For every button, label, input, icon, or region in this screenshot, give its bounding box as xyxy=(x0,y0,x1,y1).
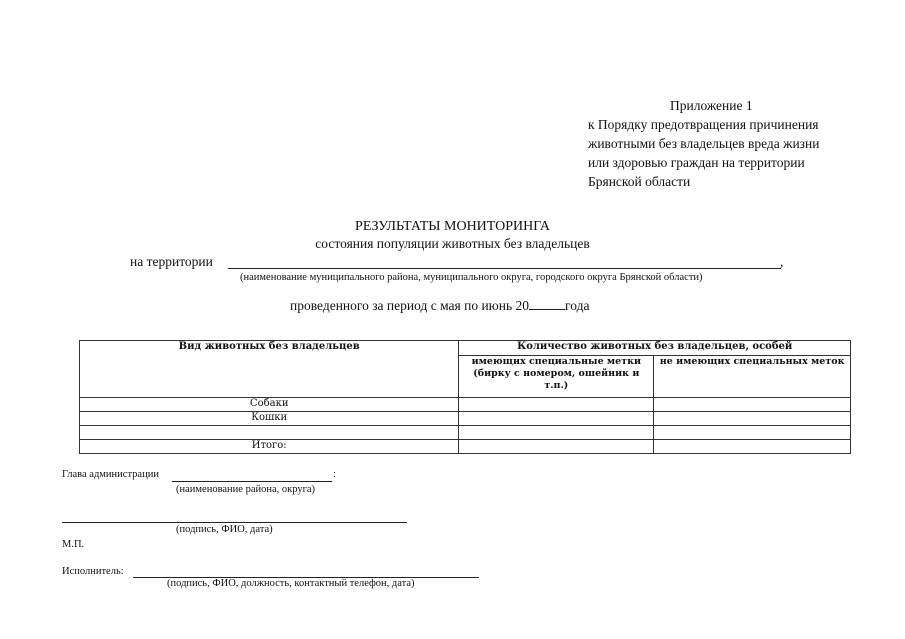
cell-unmarked[interactable] xyxy=(654,440,851,454)
cell-marked[interactable] xyxy=(459,440,654,454)
period-line xyxy=(290,297,589,314)
period-suffix: года xyxy=(565,298,590,313)
year-field-line[interactable] xyxy=(529,297,565,310)
monitoring-table xyxy=(79,340,851,454)
row-label xyxy=(80,426,459,440)
row-label: Кошки xyxy=(80,412,459,426)
head-field-line[interactable] xyxy=(172,481,332,482)
head-label: Глава администрации xyxy=(62,469,159,480)
appendix-line: Брянской области xyxy=(588,174,691,189)
appendix-block xyxy=(588,96,819,191)
table-row xyxy=(80,440,851,454)
cell-unmarked[interactable] xyxy=(654,398,851,412)
executor-label: Исполнитель: xyxy=(62,566,124,577)
table-row xyxy=(80,412,851,426)
cell-unmarked[interactable] xyxy=(654,412,851,426)
document-subtitle: состояния популяции животных без владельцев xyxy=(315,236,590,251)
territory-field-line[interactable] xyxy=(228,268,781,269)
period-prefix: проведенного за период с мая по июнь 20 xyxy=(290,298,530,313)
row-label: Итого: xyxy=(80,440,459,454)
cell-unmarked[interactable] xyxy=(654,426,851,440)
cell-marked[interactable] xyxy=(459,412,654,426)
appendix-line: или здоровью граждан на территории xyxy=(588,155,805,170)
appendix-line: животными без владельцев вреда жизни xyxy=(588,136,820,151)
cell-marked[interactable] xyxy=(459,398,654,412)
signature-hint: (подпись, ФИО, дата) xyxy=(176,524,273,535)
territory-label: на территории xyxy=(130,254,213,269)
row-label: Собаки xyxy=(80,398,459,412)
head-hint: (наименование района, округа) xyxy=(176,484,316,495)
territory-comma: , xyxy=(780,254,784,269)
territory-hint: (наименование муниципального района, муниципального округа, городского округа Брянской области) xyxy=(240,272,703,283)
head-colon: : xyxy=(333,469,336,480)
table-row xyxy=(80,398,851,412)
cell-marked[interactable] xyxy=(459,426,654,440)
executor-hint: (подпись, ФИО, должность, контактный телефон, дата) xyxy=(167,578,415,589)
document-title: РЕЗУЛЬТАТЫ МОНИТОРИНГА xyxy=(355,219,550,234)
header-animal-count: Количество животных без владельцев, особей xyxy=(459,341,851,356)
signature-field-line[interactable] xyxy=(62,522,407,523)
table-row xyxy=(80,426,851,440)
header-unmarked: не имеющих специальных меток xyxy=(654,356,851,398)
appendix-line: Приложение 1 xyxy=(670,98,753,113)
header-marked: имеющих специальные метки (бирку с номером, ошейник и т.п.) xyxy=(459,356,654,398)
stamp-label: М.П. xyxy=(62,539,85,550)
header-animal-type: Вид животных без владельцев xyxy=(80,341,459,398)
appendix-line: к Порядку предотвращения причинения xyxy=(588,117,819,132)
